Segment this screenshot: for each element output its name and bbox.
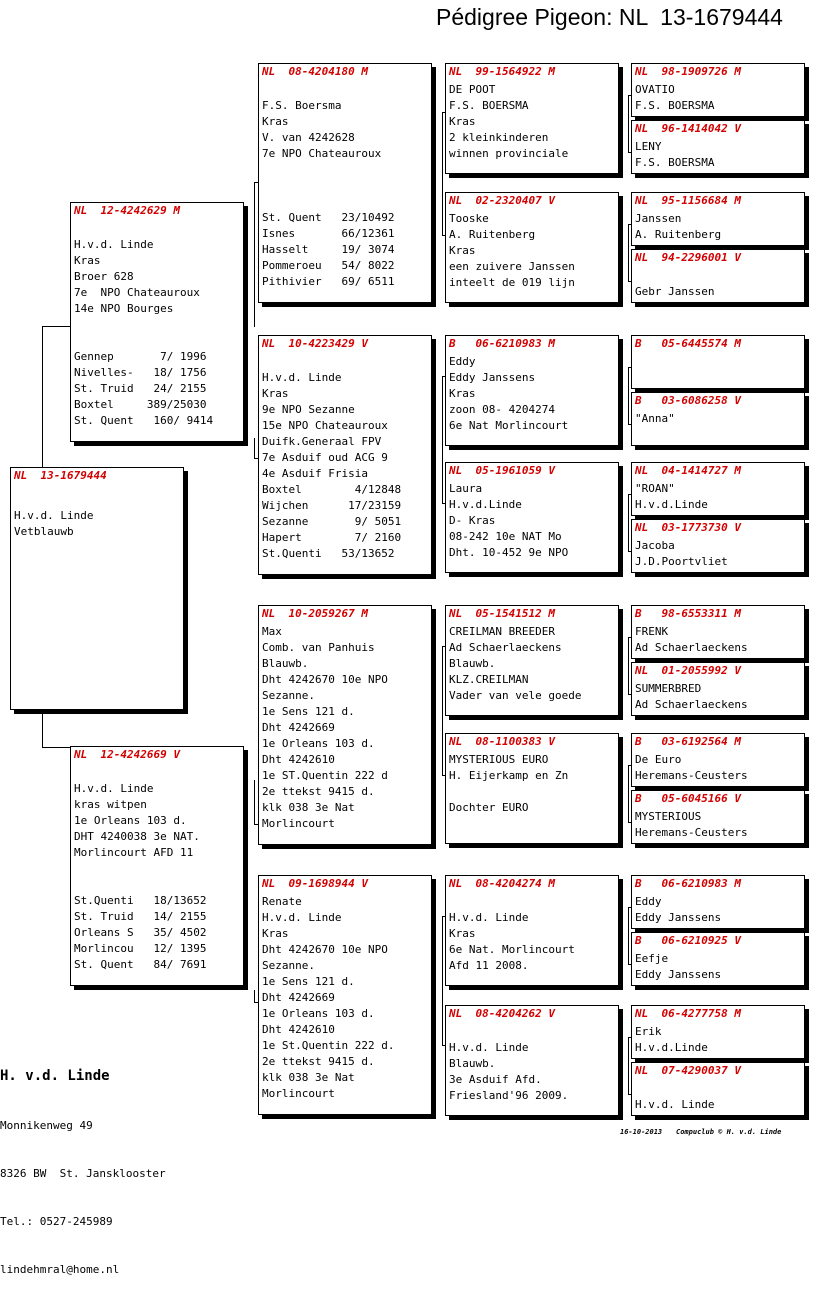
pigeon-info-line: MYSTERIOUS EURO bbox=[449, 753, 549, 766]
pigeon-info-line: Eddy Janssens bbox=[449, 371, 536, 384]
connector-line bbox=[42, 710, 43, 747]
pigeon-info-line: inteelt de 019 lijn bbox=[449, 276, 575, 289]
pigeon-info-line bbox=[262, 178, 394, 194]
connector-line bbox=[254, 438, 255, 458]
pigeon-info-line: St. Quent 160/ 9414 bbox=[74, 414, 214, 427]
sire-card bbox=[70, 202, 244, 442]
pigeon-info-line: Morlincou 12/ 1395 bbox=[74, 942, 207, 955]
pigeon-info-line: Renate bbox=[262, 895, 302, 908]
pigeon-info-line: MYSTERIOUS bbox=[635, 810, 702, 823]
pigeon-info-line bbox=[449, 784, 568, 800]
pigeon-info-line: 1e Sens 121 d. bbox=[262, 705, 355, 718]
ring-number: NL 12-4242629 M bbox=[74, 204, 180, 217]
ring-number: NL 09-1698944 V bbox=[262, 877, 368, 890]
ring-number: B 03-6192564 M bbox=[635, 735, 741, 748]
ring-number: NL 95-1156684 M bbox=[635, 194, 741, 207]
pigeon-info-line: Vetblauwb bbox=[14, 525, 74, 538]
ancestor-card bbox=[631, 63, 805, 117]
pigeon-info-line: Eddy Janssens bbox=[635, 968, 722, 981]
pigeon-info-line: FRENK bbox=[635, 625, 669, 638]
pigeon-info-line: LENY bbox=[635, 140, 662, 153]
ring-number: NL 98-1909726 M bbox=[635, 65, 741, 78]
great-grandparent-card bbox=[445, 733, 619, 844]
connector-line bbox=[42, 326, 43, 468]
owner-email: lindehmral@home.nl bbox=[0, 1263, 120, 1276]
great-grandparent-card bbox=[445, 875, 619, 986]
pigeon-info-line: H.v.d. Linde bbox=[262, 911, 342, 924]
pigeon-info-line bbox=[74, 317, 213, 333]
pigeon-info-line: 1e St.Quentin 222 d. bbox=[262, 1039, 395, 1052]
owner-phone: Tel.: 0527-245989 bbox=[0, 1215, 113, 1228]
pigeon-info-line: Ad Schaerlaeckens bbox=[635, 698, 748, 711]
pigeon-info-line: Ad Schaerlaeckens bbox=[635, 641, 748, 654]
pigeon-info-line: Pommeroeu 54/ 8022 bbox=[262, 259, 395, 272]
pigeon-info-line: CREILMAN BREEDER bbox=[449, 625, 555, 638]
pigeon-info-line bbox=[74, 877, 206, 893]
connector-line bbox=[42, 747, 71, 748]
pigeon-info-line: Eddy bbox=[449, 355, 476, 368]
ring-number: B 98-6553311 M bbox=[635, 607, 741, 620]
ring-number: NL 94-2296001 V bbox=[635, 251, 741, 264]
ancestor-card bbox=[631, 120, 805, 174]
pigeon-info-line bbox=[262, 354, 401, 370]
pigeon-info-line: Morlincourt AFD 11 bbox=[74, 846, 194, 859]
connector-line bbox=[628, 907, 629, 964]
pigeon-info-line: Sezanne 9/ 5051 bbox=[262, 515, 402, 528]
pigeon-info-line: De Euro bbox=[635, 753, 682, 766]
pigeon-info-line: Tooske bbox=[449, 212, 489, 225]
ancestor-card bbox=[631, 605, 805, 659]
pigeon-info-line: J.D.Poortvliet bbox=[635, 555, 728, 568]
pigeon-info-line bbox=[262, 194, 394, 210]
ring-number: NL 99-1564922 M bbox=[449, 65, 555, 78]
ring-number: NL 07-4290037 V bbox=[635, 1064, 741, 1077]
pigeon-info-line: Pithivier 69/ 6511 bbox=[262, 275, 395, 288]
pigeon-info-line bbox=[449, 1024, 568, 1040]
pigeon-info-line: 6e Nat. Morlincourt bbox=[449, 943, 575, 956]
pigeon-info-line bbox=[635, 1081, 714, 1097]
pigeon-info-line: Kras bbox=[262, 927, 289, 940]
pigeon-info-line: DHT 4240038 3e NAT. bbox=[74, 830, 200, 843]
pigeon-info-line: 2 kleinkinderen bbox=[449, 131, 549, 144]
pigeon-info-line: H.v.d. Linde bbox=[74, 238, 154, 251]
pigeon-info-line: 1e Orleans 103 d. bbox=[262, 1007, 375, 1020]
connector-line bbox=[442, 376, 443, 503]
pigeon-info-line: Morlincourt bbox=[262, 817, 335, 830]
pigeon-info-line: H. Eijerkamp en Zn bbox=[449, 769, 569, 782]
pigeon-info-line: Orleans S 35/ 4502 bbox=[74, 926, 207, 939]
owner-address: Monnikenweg 49 bbox=[0, 1119, 93, 1132]
owner-name: H. v.d. Linde bbox=[0, 1068, 110, 1084]
pigeon-info-line: zoon 08- 4204274 bbox=[449, 403, 555, 416]
pigeon-info-line bbox=[449, 894, 575, 910]
pigeon-info-line: H.v.d. Linde bbox=[262, 371, 342, 384]
pigeon-info-line bbox=[74, 861, 206, 877]
pigeon-info-line: Blauwb. bbox=[262, 657, 309, 670]
pigeon-info-line: Jacoba bbox=[635, 539, 675, 552]
pigeon-info-line: Kras bbox=[449, 927, 476, 940]
pigeon-info-line bbox=[262, 162, 394, 178]
ring-number: B 06-6210983 M bbox=[635, 877, 741, 890]
pigeon-info-line: Kras bbox=[262, 115, 289, 128]
pigeon-info-line: 2e ttekst 9415 d. bbox=[262, 785, 375, 798]
ring-number: NL 08-1100383 V bbox=[449, 735, 555, 748]
owner-block bbox=[0, 1034, 166, 1294]
pigeon-info-line: Afd 11 2008. bbox=[449, 959, 529, 972]
ring-number: NL 05-1961059 V bbox=[449, 464, 555, 477]
pigeon-info-line bbox=[74, 333, 213, 349]
great-grandparent-card bbox=[445, 335, 619, 446]
pigeon-info-line: H.v.d. Linde bbox=[449, 911, 529, 924]
connector-line bbox=[254, 780, 255, 824]
pigeon-info-line: Ad Schaerlaeckens bbox=[449, 641, 562, 654]
dam-card bbox=[70, 746, 244, 986]
pigeon-info-line: Broer 628 bbox=[74, 270, 134, 283]
pigeon-info-line: Dht 4242610 bbox=[262, 1023, 335, 1036]
pigeon-info-line: 1e Orleans 103 d. bbox=[74, 814, 187, 827]
pigeon-info-line: H.v.d.Linde bbox=[635, 1041, 708, 1054]
pigeon-info-line: H.v.d.Linde bbox=[635, 498, 708, 511]
ring-number: NL 02-2320407 V bbox=[449, 194, 555, 207]
ring-number: NL 01-2055992 V bbox=[635, 664, 741, 677]
pigeon-info-line: D- Kras bbox=[449, 514, 496, 527]
pigeon-info-line: "Anna" bbox=[635, 412, 675, 425]
ring-number: NL 96-1414042 V bbox=[635, 122, 741, 135]
pigeon-info-line: Laura bbox=[449, 482, 483, 495]
ancestor-card bbox=[631, 249, 805, 303]
pigeon-info-line: 1e Sens 121 d. bbox=[262, 975, 355, 988]
pigeon-info-line: Blauwb. bbox=[449, 657, 496, 670]
pigeon-info-line: F.S. BOERSMA bbox=[449, 99, 529, 112]
ancestor-card bbox=[631, 662, 805, 716]
grandparent-card bbox=[258, 875, 432, 1115]
pigeon-info-line: een zuivere Janssen bbox=[449, 260, 575, 273]
pigeon-info-line: 7e Asduif oud ACG 9 bbox=[262, 451, 388, 464]
ring-number: NL 10-2059267 M bbox=[262, 607, 368, 620]
footer-credit: Compuclub © H. v.d. Linde bbox=[676, 1128, 782, 1136]
ancestor-card bbox=[631, 733, 805, 787]
pigeon-info-line: Dht 4242669 bbox=[262, 721, 335, 734]
pigeon-info-line: St. Truid 14/ 2155 bbox=[74, 910, 207, 923]
pigeon-info-line: KLZ.CREILMAN bbox=[449, 673, 529, 686]
pigeon-info-line: OVATIO bbox=[635, 83, 675, 96]
ring-number: B 05-6445574 M bbox=[635, 337, 741, 350]
pigeon-info-line: Janssen bbox=[635, 212, 682, 225]
pigeon-info-line: F.S. BOERSMA bbox=[635, 156, 715, 169]
pigeon-info-line: St. Quent 23/10492 bbox=[262, 211, 395, 224]
pigeon-info-line: Wijchen 17/23159 bbox=[262, 499, 402, 512]
pigeon-info-line: winnen provinciale bbox=[449, 147, 569, 160]
ancestor-card bbox=[631, 192, 805, 246]
pigeon-info-line: Sezanne. bbox=[262, 689, 315, 702]
connector-line bbox=[628, 367, 629, 424]
pigeon-info-line: DE POOT bbox=[449, 83, 496, 96]
pigeon-info-line: Eddy Janssens bbox=[635, 911, 722, 924]
pigeon-info-line: Max bbox=[262, 625, 282, 638]
pigeon-info-line: 2e ttekst 9415 d. bbox=[262, 1055, 375, 1068]
great-grandparent-card bbox=[445, 462, 619, 573]
ring-number: B 03-6086258 V bbox=[635, 394, 741, 407]
pigeon-info-line bbox=[262, 82, 394, 98]
ancestor-card bbox=[631, 875, 805, 929]
ring-number: NL 08-4204274 M bbox=[449, 877, 555, 890]
pigeon-info-line: H.v.d. Linde bbox=[74, 782, 154, 795]
ring-number: B 06-6210983 M bbox=[449, 337, 555, 350]
pigeon-info-line: Kras bbox=[449, 244, 476, 257]
pigeon-info-line: Erik bbox=[635, 1025, 662, 1038]
ancestor-card bbox=[631, 790, 805, 844]
pigeon-info-line: 9e NPO Sezanne bbox=[262, 403, 355, 416]
pigeon-info-line: Hapert 7/ 2160 bbox=[262, 531, 402, 544]
pigeon-info-line: SUMMERBRED bbox=[635, 682, 702, 695]
connector-line bbox=[628, 494, 629, 551]
pigeon-info-line: "ROAN" bbox=[635, 482, 675, 495]
pigeon-info-line: Kras bbox=[449, 387, 476, 400]
connector-line bbox=[442, 112, 443, 235]
ring-number: NL 06-4277758 M bbox=[635, 1007, 741, 1020]
pigeon-info-line: 1e ST.Quentin 222 d bbox=[262, 769, 388, 782]
great-grandparent-card bbox=[445, 192, 619, 303]
pigeon-info-line: Gennep 7/ 1996 bbox=[74, 350, 207, 363]
pigeon-info-line: 6e Nat Morlincourt bbox=[449, 419, 569, 432]
pigeon-info-line: 7e NPO Chateauroux bbox=[262, 147, 382, 160]
pigeon-info-line: H.v.d.Linde bbox=[449, 498, 522, 511]
pigeon-info-line: F.S. BOERSMA bbox=[635, 99, 715, 112]
pigeon-info-line: 08-242 10e NAT Mo bbox=[449, 530, 562, 543]
grandparent-card bbox=[258, 63, 432, 303]
pigeon-info-line: H.v.d. Linde bbox=[635, 1098, 715, 1111]
great-grandparent-card bbox=[445, 605, 619, 716]
pigeon-info-line: 7e NPO Chateauroux bbox=[74, 286, 200, 299]
pigeon-info-line: 15e NPO Chateauroux bbox=[262, 419, 388, 432]
pigeon-info-line: Sezanne. bbox=[262, 959, 315, 972]
pigeon-info-line: Friesland'96 2009. bbox=[449, 1089, 569, 1102]
pigeon-info-line: Blauwb. bbox=[449, 1057, 496, 1070]
pigeon-info-line: Comb. van Panhuis bbox=[262, 641, 375, 654]
ancestor-card bbox=[631, 462, 805, 516]
pigeon-info-line: F.S. Boersma bbox=[262, 99, 342, 112]
connector-line bbox=[254, 182, 255, 327]
pigeon-info-line: H.v.d. Linde bbox=[14, 509, 94, 522]
ancestor-card bbox=[631, 335, 805, 389]
pigeon-info-line: Isnes 66/12361 bbox=[262, 227, 395, 240]
pigeon-info-line: Boxtel 4/12848 bbox=[262, 483, 402, 496]
ring-number: NL 10-4223429 V bbox=[262, 337, 368, 350]
pigeon-info-line bbox=[635, 427, 675, 443]
pigeon-info-line: A. Ruitenberg bbox=[449, 228, 536, 241]
great-grandparent-card bbox=[445, 1005, 619, 1116]
connector-line bbox=[628, 1037, 629, 1094]
pigeon-info-line: Eefje bbox=[635, 952, 669, 965]
ring-number: NL 08-4204180 M bbox=[262, 65, 368, 78]
pigeon-info-line: Vader van vele goede bbox=[449, 689, 582, 702]
connector-line bbox=[442, 916, 443, 1045]
ancestor-card bbox=[631, 392, 805, 446]
pigeon-info-line: Boxtel 389/25030 bbox=[74, 398, 207, 411]
pigeon-info-line: Dht 4242670 10e NPO bbox=[262, 943, 388, 956]
pigeon-info-line: Heremans-Ceusters bbox=[635, 826, 748, 839]
ancestor-card bbox=[631, 1062, 805, 1116]
pigeon-info-line: Morlincourt bbox=[262, 1087, 335, 1100]
ring-number: NL 05-1541512 M bbox=[449, 607, 555, 620]
ring-number: B 05-6045166 V bbox=[635, 792, 741, 805]
pigeon-info-line: St.Quenti 53/13652 bbox=[262, 547, 395, 560]
pigeon-info-line: 3e Asduif Afd. bbox=[449, 1073, 542, 1086]
pigeon-info-line: klk 038 3e Nat bbox=[262, 1071, 355, 1084]
pigeon-info-line: 4e Asduif Frisia bbox=[262, 467, 368, 480]
pigeon-info-line: A. Ruitenberg bbox=[635, 228, 722, 241]
ancestor-card bbox=[631, 1005, 805, 1059]
pigeon-info-line bbox=[74, 765, 206, 781]
pigeon-info-line: Duifk.Generaal FPV bbox=[262, 435, 382, 448]
ancestor-card bbox=[631, 519, 805, 573]
subject-pigeon-card bbox=[10, 467, 184, 710]
ring-number: NL 08-4204262 V bbox=[449, 1007, 555, 1020]
connector-line bbox=[254, 990, 255, 1002]
connector-line bbox=[628, 637, 629, 694]
pigeon-info-line: St. Quent 84/ 7691 bbox=[74, 958, 207, 971]
pigeon-info-line: 1e Orleans 103 d. bbox=[262, 737, 375, 750]
connector-line bbox=[628, 765, 629, 822]
ring-number: NL 04-1414727 M bbox=[635, 464, 741, 477]
connector-line bbox=[442, 646, 443, 775]
pigeon-info-line bbox=[635, 268, 714, 284]
pigeon-info-line: 14e NPO Bourges bbox=[74, 302, 174, 315]
pigeon-info-line: Dht 4242670 10e NPO bbox=[262, 673, 388, 686]
pigeon-info-line: Kras bbox=[262, 387, 289, 400]
pigeon-info-line: St. Truid 24/ 2155 bbox=[74, 382, 207, 395]
pigeon-info-line: Kras bbox=[74, 254, 101, 267]
grandparent-card bbox=[258, 335, 432, 575]
pigeon-info-line: Gebr Janssen bbox=[635, 285, 715, 298]
connector-line bbox=[628, 224, 629, 281]
pigeon-info-line: kras witpen bbox=[74, 798, 147, 811]
ring-number: NL 13-1679444 bbox=[14, 469, 107, 482]
ring-number: NL 12-4242669 V bbox=[74, 748, 180, 761]
pigeon-info-line: Nivelles- 18/ 1756 bbox=[74, 366, 207, 379]
pigeon-info-line: Heremans-Ceusters bbox=[635, 769, 748, 782]
pigeon-info-line bbox=[14, 492, 93, 508]
pigeon-info-line bbox=[74, 221, 213, 237]
pigeon-info-line: Kras bbox=[449, 115, 476, 128]
pigeon-info-line: Dht 4242669 bbox=[262, 991, 335, 1004]
pigeon-info-line: V. van 4242628 bbox=[262, 131, 355, 144]
pigeon-info-line: Hasselt 19/ 3074 bbox=[262, 243, 395, 256]
pigeon-info-line: St.Quenti 18/13652 bbox=[74, 894, 207, 907]
ancestor-card bbox=[631, 932, 805, 986]
ring-number: NL 03-1773730 V bbox=[635, 521, 741, 534]
pigeon-info-line: klk 038 3e Nat bbox=[262, 801, 355, 814]
pigeon-info-line: Eddy bbox=[635, 895, 662, 908]
owner-city: 8326 BW St. Jansklooster bbox=[0, 1167, 166, 1180]
pigeon-info-line: Dochter EURO bbox=[449, 801, 529, 814]
pigeon-info-line: Dht 4242610 bbox=[262, 753, 335, 766]
connector-line bbox=[42, 326, 71, 327]
page-title: Pédigree Pigeon: NL 13-1679444 bbox=[436, 4, 783, 30]
ring-number: B 06-6210925 V bbox=[635, 934, 741, 947]
footer-date: 16-10-2013 bbox=[620, 1128, 663, 1136]
great-grandparent-card bbox=[445, 63, 619, 174]
grandparent-card bbox=[258, 605, 432, 845]
pigeon-info-line: Dht. 10-452 9e NPO bbox=[449, 546, 569, 559]
pigeon-info-line: H.v.d. Linde bbox=[449, 1041, 529, 1054]
connector-line bbox=[628, 95, 629, 152]
